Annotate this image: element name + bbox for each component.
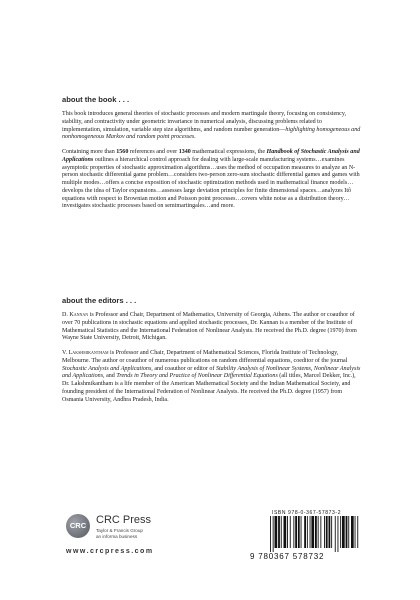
barcode-bar: [318, 516, 319, 548]
barcode-bar: [340, 516, 341, 548]
text-run: is Professor and Chair, Department of Mathematical Sciences, Florida Institute of Technology, Melbourne. The author or coauthor of numerous publications on random differential equations, coeditor of the journal: [62, 350, 348, 364]
barcode-bar: [331, 516, 332, 548]
barcode-icon: [250, 516, 362, 552]
editor-name: V. Lakshmikantham: [62, 350, 109, 356]
text-run: mathematical expressions, the: [190, 149, 267, 155]
book-contents-paragraph: [62, 149, 362, 211]
text-run: references and over: [128, 149, 179, 155]
barcode-bar: [290, 516, 291, 548]
barcode-bar: [342, 516, 345, 548]
barcode-bar: [284, 516, 287, 548]
book-titles: Stability Analysis of Nonlinear Systems, Nonlinear Analysis and Applications,: [62, 365, 361, 380]
expression-count: 1340: [178, 149, 191, 155]
about-the-book-heading: about the book . . .: [62, 95, 130, 104]
publisher-url[interactable]: www.crcpress.com: [66, 548, 154, 555]
barcode-bar: [278, 516, 280, 548]
barcode-bar: [281, 516, 282, 548]
editor-kannan-bio: [62, 312, 362, 343]
editor-name: D. Kannan: [62, 312, 89, 318]
description-highlight: highlighting homogeneous and nonhomogeneous Markov and random point processes.: [62, 126, 361, 141]
barcode-bar: [295, 516, 297, 548]
publisher-subline: [96, 528, 143, 539]
about-the-editors-heading: about the editors . . .: [62, 296, 137, 305]
text-run: Containing more than: [62, 149, 117, 155]
barcode-bar: [357, 516, 358, 548]
isbn-text: ISBN 978-0-367-57873-2: [272, 510, 342, 516]
barcode-bar: [304, 516, 306, 548]
crc-logo-icon: CRC: [66, 514, 90, 538]
editor-bio-text: is Professor and Chair, Department of Mathematics, University of Georgia, Athens. The author or coauthor of over 70 publications in stochastic equations and applied stochastic processes, Dr. Kannan is a member of the Institute of Mathematical Statistics and the International Federation of Nonlinear Analysts. He received the Ph.D. degree (1970) from Wayne State University, Detroit, Michigan.: [62, 312, 357, 342]
barcode-bar: [293, 516, 294, 548]
text-run: and: [104, 373, 117, 380]
barcode-bar: [311, 516, 314, 548]
reference-count: 1560: [116, 149, 129, 155]
text-run: (all titles, Marcel Dekker, Inc.), Dr. Lakshmikantham is a life member of the American Mathematical Society and the Indian Mathematical Society, and founding president of the International Federation of Nonlinear Analysts. He received the Ph.D. degree (1957) from Osmania University, Andhra Pradesh, India.: [62, 373, 356, 403]
editor-lakshmikantham-bio: [62, 350, 362, 404]
text-run: outlines a hierarchical control approach for dealing with large-scale manufacturing systems…examines asymptotic properties of stochastic approximation algorithms…uses the method of occupation measures to analyze an N-person stochastic differential game problem…considers two-person zero-sum stochastic differential games and games with multiple modes…offers a concise exposition of stochastic optimization methods used in mathematical finance models…develops the idea of Taylor expansions…assesses large deviation principles for finite dimensional spaces…analyzes Itô equations with respect to Brownian motion and Poisson point processes…covers white noise as a distribution theory…investigates stochastic processes based on semimartingales…and more.: [62, 156, 360, 210]
barcode-block: [250, 510, 362, 561]
barcode-area: [250, 516, 362, 552]
barcode-bar: [310, 516, 311, 548]
barcode-bar: [346, 516, 348, 548]
barcode-bar: [348, 516, 349, 548]
barcode-bar: [273, 516, 274, 552]
barcode-bar: [315, 516, 317, 548]
about-the-editors-section: [62, 312, 362, 411]
barcode-bar: [355, 516, 356, 548]
barcode-bar: [301, 516, 302, 548]
barcode-bar: [324, 516, 325, 548]
book-title: Handbook of Stochastic Analysis and Applications: [62, 149, 360, 163]
barcode-bar: [326, 516, 328, 548]
barcode-bar: [335, 516, 336, 552]
about-the-book-section: [62, 111, 362, 218]
barcode-bar: [270, 516, 271, 552]
book-description-paragraph: [62, 111, 362, 142]
barcode-digits: 9 780367 578732: [250, 552, 325, 561]
barcode-bar: [298, 516, 300, 548]
book-title: Trends in Theory and Practice of Nonlinear Differential Equations: [116, 373, 278, 380]
barcode-bar: [351, 516, 354, 548]
barcode-bar: [275, 516, 278, 548]
text-run: and coauthor or editor of: [152, 365, 216, 372]
publisher-name: CRC Press: [96, 514, 152, 526]
publisher-tagline: an informa business: [96, 533, 138, 539]
journal-title: Stochastic Analysis and Applications,: [62, 365, 153, 372]
barcode-bar: [338, 516, 339, 552]
barcode-bar: [320, 516, 321, 548]
publisher-logo: [66, 512, 216, 562]
barcode-bar: [287, 516, 288, 548]
barcode-bar: [329, 516, 331, 548]
publisher-group: Taylor & Francis Group: [96, 528, 143, 533]
barcode-bar: [307, 516, 308, 548]
description-text: This book introduces general theories of stochastic processes and modern martingale theory, focusing on consistency, stability, and contractivity under geometric invariance in numerical analysis, discussing problems related to implementation, simulation, variable step size algorithms, and random number generation—: [62, 111, 347, 133]
